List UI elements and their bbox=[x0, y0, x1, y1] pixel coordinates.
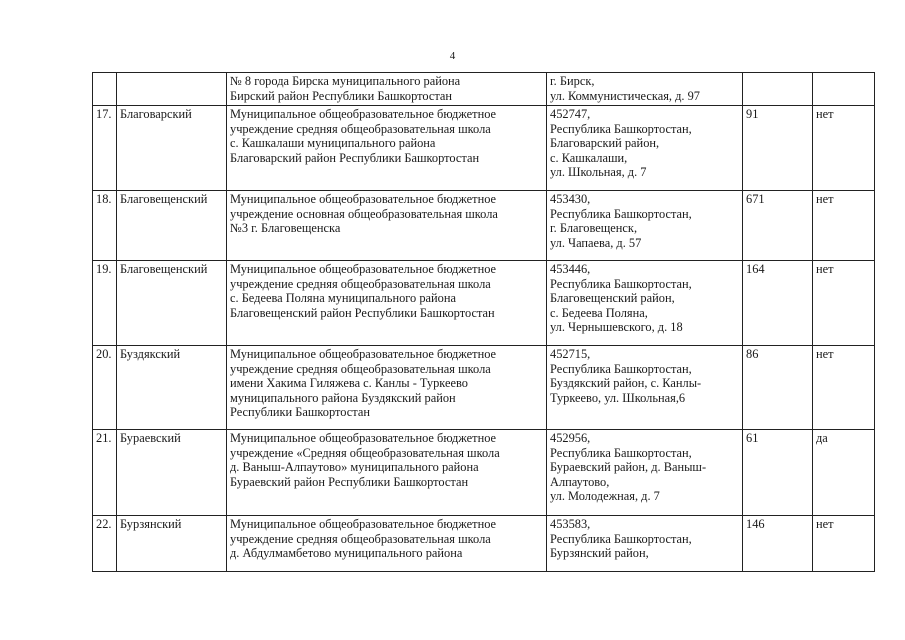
text-line: с. Кашкалаши, bbox=[550, 150, 628, 165]
text-line: 452747, bbox=[550, 107, 591, 121]
text-line: с. Бедеева Поляна муниципального района bbox=[230, 291, 457, 306]
text-line: Благоварский район Республики Башкортостан bbox=[230, 150, 480, 165]
flag-value: нет bbox=[813, 106, 875, 191]
district-name: Бурзянский bbox=[117, 516, 227, 572]
text-line: Муниципальное общеобразовательное бюджетное bbox=[230, 431, 497, 445]
table-row bbox=[93, 516, 875, 572]
flag-value: нет bbox=[813, 346, 875, 430]
text-line: Республика Башкортостан, bbox=[550, 276, 692, 291]
text-line: Республика Башкортостан, bbox=[550, 445, 692, 460]
cell-num bbox=[93, 73, 117, 106]
text-line: Муниципальное общеобразовательное бюджетное bbox=[230, 107, 497, 121]
flag-value: да bbox=[813, 430, 875, 516]
text-line: учреждение средняя общеобразовательная школа bbox=[230, 531, 491, 546]
page-number: 4 bbox=[449, 50, 456, 62]
text-line: г. Бирск, bbox=[550, 74, 595, 88]
text-line: Туркеево, ул. Школьная,6 bbox=[550, 390, 686, 405]
text-line: учреждение основная общеобразовательная школа bbox=[230, 206, 498, 221]
text-line: Бирский район Республики Башкортостан bbox=[230, 88, 453, 103]
district-name: Благовещенский bbox=[117, 191, 227, 261]
student-count: 164 bbox=[743, 261, 813, 346]
schools-table bbox=[92, 72, 875, 572]
table-row bbox=[93, 430, 875, 516]
text-line: д. Абдулмамбетово муниципального района bbox=[230, 546, 463, 561]
text-line: Республика Башкортостан, bbox=[550, 361, 692, 376]
text-line: с. Кашкалаши муниципального района bbox=[230, 136, 436, 151]
text-line: №3 г. Благовещенска bbox=[230, 221, 341, 236]
row-number: 17. bbox=[93, 106, 117, 191]
text-line: Алпаутово, bbox=[550, 474, 610, 489]
text-line: Муниципальное общеобразовательное бюджетное bbox=[230, 262, 497, 276]
cell-school-name bbox=[227, 346, 547, 430]
cell-school-name bbox=[227, 73, 547, 106]
student-count: 86 bbox=[743, 346, 813, 430]
text-line: г. Благовещенск, bbox=[550, 221, 638, 236]
cell-address bbox=[547, 73, 743, 106]
district-name: Буздякский bbox=[117, 346, 227, 430]
text-line: Бураевский район Республики Башкортостан bbox=[230, 474, 469, 489]
row-number: 19. bbox=[93, 261, 117, 346]
text-line: 453446, bbox=[550, 262, 591, 276]
text-line: ул. Чернышевского, д. 18 bbox=[550, 320, 683, 335]
text-line: Республика Башкортостан, bbox=[550, 531, 692, 546]
cell-school-name bbox=[227, 430, 547, 516]
text-line: ул. Молодежная, д. 7 bbox=[550, 489, 660, 504]
text-line: № 8 города Бирска муниципального района bbox=[230, 74, 461, 88]
cell-district bbox=[117, 73, 227, 106]
cell-school-name bbox=[227, 106, 547, 191]
student-count: 671 bbox=[743, 191, 813, 261]
text-line: ул. Школьная, д. 7 bbox=[550, 165, 647, 180]
text-line: имени Хакима Гиляжева с. Канлы - Туркеево bbox=[230, 376, 468, 391]
text-line: Благовещенский район, bbox=[550, 291, 675, 306]
cell-count bbox=[743, 73, 813, 106]
cell-flag bbox=[813, 73, 875, 106]
cell-school-name bbox=[227, 191, 547, 261]
district-name: Благовещенский bbox=[117, 261, 227, 346]
text-line: ул. Чапаева, д. 57 bbox=[550, 235, 642, 250]
text-line: учреждение средняя общеобразовательная школа bbox=[230, 361, 491, 376]
text-line: Республика Башкортостан, bbox=[550, 206, 692, 221]
text-line: муниципального района Буздякский район bbox=[230, 390, 456, 405]
text-line: учреждение «Средняя общеобразовательная школа bbox=[230, 445, 500, 460]
text-line: с. Бедеева Поляна, bbox=[550, 305, 648, 320]
text-line: 452956, bbox=[550, 431, 591, 445]
cell-school-name bbox=[227, 261, 547, 346]
text-line: ул. Коммунистическая, д. 97 bbox=[550, 88, 700, 103]
table-row bbox=[93, 191, 875, 261]
district-name: Благоварский bbox=[117, 106, 227, 191]
table-row bbox=[93, 346, 875, 430]
student-count: 91 bbox=[743, 106, 813, 191]
district-name: Бураевский bbox=[117, 430, 227, 516]
text-line: Муниципальное общеобразовательное бюджетное bbox=[230, 517, 497, 531]
cell-address bbox=[547, 191, 743, 261]
cell-address bbox=[547, 106, 743, 191]
row-number: 21. bbox=[93, 430, 117, 516]
cell-school-name bbox=[227, 516, 547, 572]
text-line: Благовещенский район Республики Башкортостан bbox=[230, 305, 495, 320]
text-line: 452715, bbox=[550, 347, 591, 361]
text-line: 453430, bbox=[550, 192, 591, 206]
text-line: учреждение средняя общеобразовательная школа bbox=[230, 121, 491, 136]
row-number: 22. bbox=[93, 516, 117, 572]
text-line: Республики Башкортостан bbox=[230, 405, 370, 420]
flag-value: нет bbox=[813, 516, 875, 572]
table-row bbox=[93, 261, 875, 346]
text-line: Муниципальное общеобразовательное бюджетное bbox=[230, 347, 497, 361]
row-number: 18. bbox=[93, 191, 117, 261]
text-line: Благоварский район, bbox=[550, 136, 660, 151]
text-line: Муниципальное общеобразовательное бюджетное bbox=[230, 192, 497, 206]
cell-address bbox=[547, 430, 743, 516]
table-row-continued bbox=[93, 73, 875, 106]
student-count: 61 bbox=[743, 430, 813, 516]
student-count: 146 bbox=[743, 516, 813, 572]
text-line: учреждение средняя общеобразовательная школа bbox=[230, 276, 491, 291]
cell-address bbox=[547, 346, 743, 430]
cell-address bbox=[547, 261, 743, 346]
text-line: 453583, bbox=[550, 517, 591, 531]
flag-value: нет bbox=[813, 191, 875, 261]
text-line: д. Ваныш-Алпаутово» муниципального района bbox=[230, 460, 479, 475]
table-row bbox=[93, 106, 875, 191]
cell-address bbox=[547, 516, 743, 572]
row-number: 20. bbox=[93, 346, 117, 430]
text-line: Республика Башкортостан, bbox=[550, 121, 692, 136]
flag-value: нет bbox=[813, 261, 875, 346]
text-line: Буздякский район, с. Канлы- bbox=[550, 376, 702, 391]
text-line: Бураевский район, д. Ваныш- bbox=[550, 460, 707, 475]
text-line: Бурзянский район, bbox=[550, 546, 649, 561]
